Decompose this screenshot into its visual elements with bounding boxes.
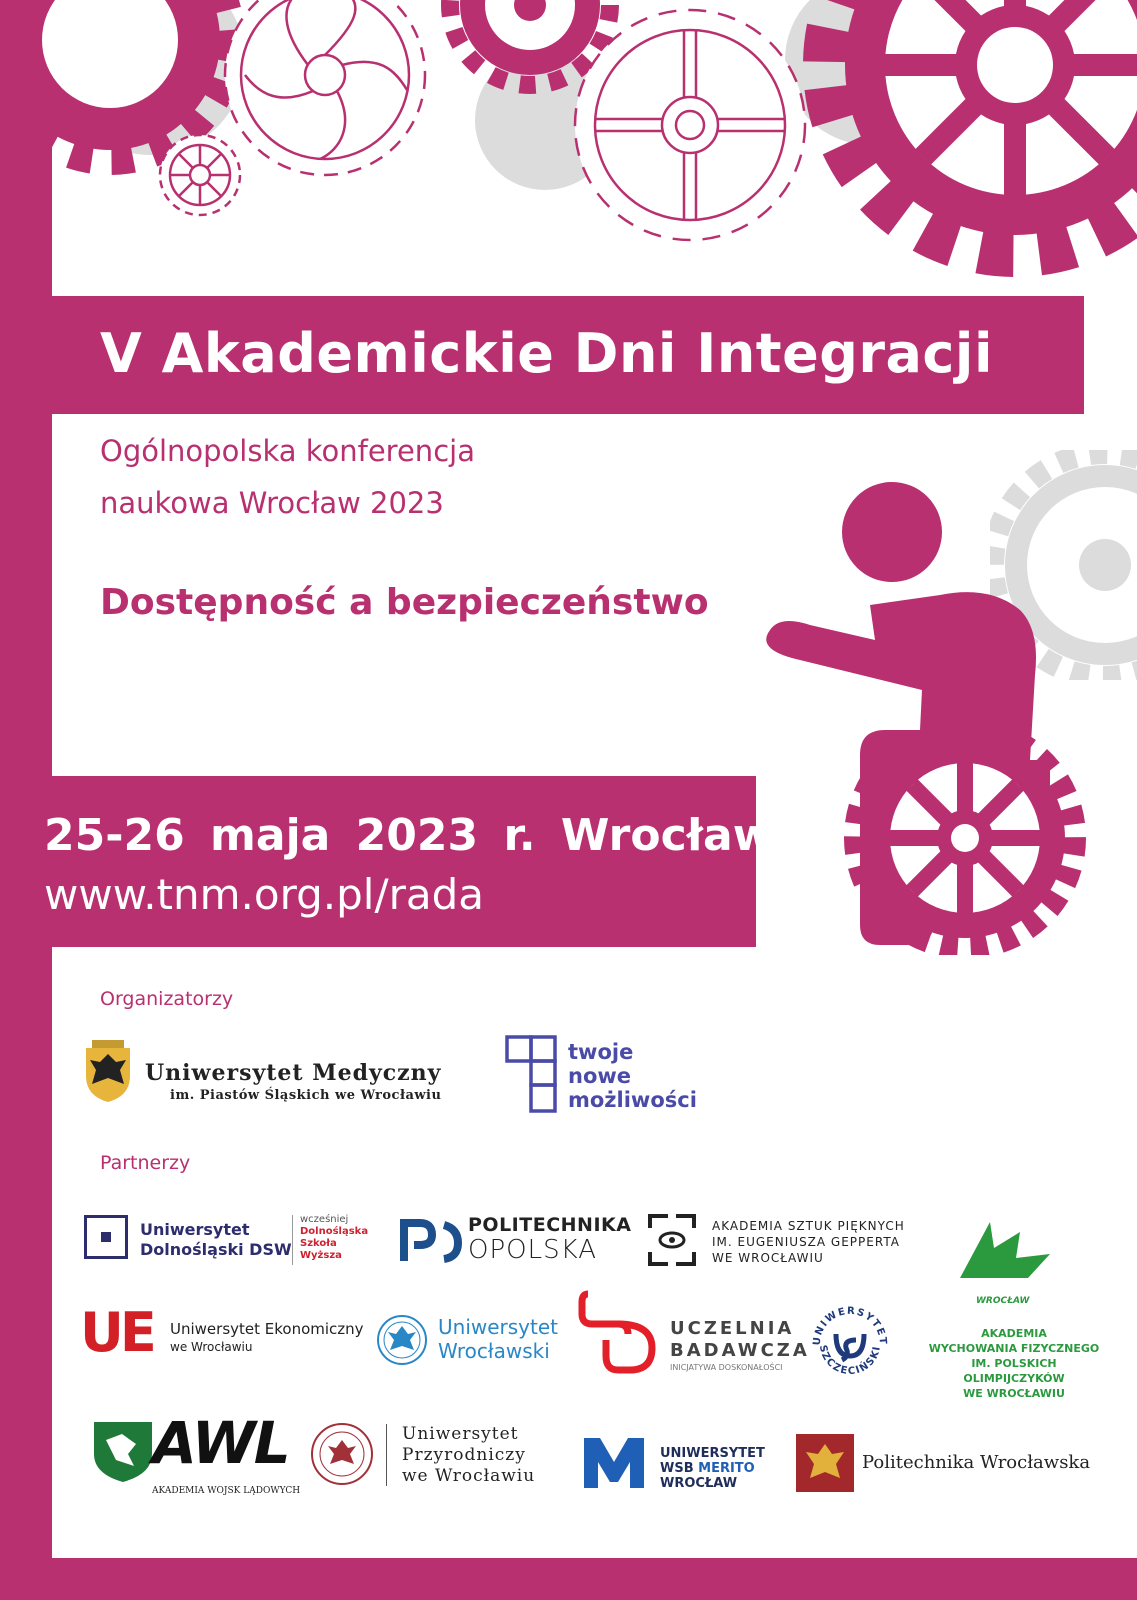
po-line-2: OPOLSKA (468, 1235, 597, 1265)
dsw-note-1: wcześniej (300, 1214, 349, 1225)
awf-mark: WROCŁAW (976, 1296, 1030, 1306)
pwr-line-1: Politechnika Wrocławska (862, 1452, 1091, 1473)
logo-dsw[interactable] (84, 1215, 128, 1259)
us-arc-bottom: SZCZECIŃSKI (816, 1344, 884, 1378)
logo-umed[interactable] (82, 1040, 134, 1106)
logo-tnm[interactable] (505, 1035, 557, 1119)
wsb-text (660, 1446, 765, 1491)
asp-line-2: IM. EUGENIUSZA GEPPERTA (712, 1235, 900, 1249)
ub-logo-icon[interactable] (578, 1290, 660, 1376)
awl-mark: AWL (152, 1409, 289, 1477)
awf-line-4: WE WROCŁAWIU (963, 1387, 1065, 1400)
gear-icon (225, 0, 425, 175)
upwr-line-2: Przyrodniczy (402, 1445, 526, 1465)
tnm-blocks-icon (505, 1035, 557, 1115)
dsw-note-4: Wyższa (300, 1250, 342, 1261)
tnm-text (568, 1040, 697, 1112)
us-arc-top: UNIWERSYTET (811, 1305, 889, 1346)
event-url[interactable]: www.tnm.org.pl/rada (44, 870, 485, 919)
upwr-text (402, 1424, 535, 1487)
date-band (0, 776, 756, 947)
ub-line-3: INICJATYWA DOSKONAŁOŚCI (670, 1363, 783, 1372)
gear-icon (450, 0, 610, 85)
dsw-line-1: Uniwersytet (140, 1220, 250, 1239)
uwr-line-2: Wrocławski (438, 1339, 550, 1363)
pwr-eagle-icon[interactable] (796, 1434, 854, 1492)
wsb-line-2 (660, 1461, 765, 1476)
dsw-divider (292, 1215, 293, 1265)
gear-icon (825, 0, 1137, 255)
umed-line-2: im. Piastów Śląskich we Wrocławiu (170, 1088, 442, 1103)
partners-label: Partnerzy (100, 1152, 191, 1174)
tnm-line-3: możliwości (568, 1088, 697, 1112)
awf-logo-icon[interactable] (950, 1218, 1070, 1298)
awl-shield-icon[interactable] (92, 1420, 154, 1484)
gear-icon (575, 10, 805, 240)
awf-line-3: IM. POLSKICH OLIMPIJCZYKÓW (963, 1357, 1065, 1385)
eagle-crest-icon (82, 1040, 134, 1102)
dsw-text (140, 1220, 292, 1260)
ue-mark: UE (80, 1301, 153, 1364)
awf-line-1: AKADEMIA (981, 1327, 1047, 1340)
umed-line-1: Uniwersytet Medyczny (145, 1060, 442, 1086)
tnm-line-1: twoje (568, 1040, 634, 1064)
gears-decoration (0, 0, 1137, 300)
poster-title: V Akademickie Dni Integracji (100, 322, 993, 385)
asp-line-3: WE WROCŁAWIU (712, 1251, 824, 1265)
upwr-seal-icon[interactable] (310, 1422, 374, 1486)
asp-line-1: AKADEMIA SZTUK PIĘKNYCH (712, 1219, 905, 1233)
uwr-crest-icon[interactable] (376, 1314, 428, 1366)
logo-ue[interactable] (80, 1301, 153, 1364)
wsb-line-2b: MERITO (698, 1461, 755, 1476)
event-date: 25-26 maja 2023 r. Wrocław (44, 810, 774, 861)
gear-icon (160, 135, 240, 215)
uwr-text (438, 1315, 558, 1363)
ue-line-1: Uniwersytet Ekonomiczny (170, 1320, 364, 1338)
wsb-m-icon[interactable] (582, 1436, 646, 1490)
dsw-note-2: Dolnośląska (300, 1226, 369, 1237)
awl-line-1: AKADEMIA WOJSK LĄDOWYCH (152, 1486, 301, 1496)
asp-text (712, 1218, 905, 1266)
us-logo-icon[interactable] (806, 1300, 894, 1388)
po-logo-icon[interactable] (400, 1215, 462, 1263)
tnm-line-2: nowe (568, 1064, 632, 1088)
organizers-label: Organizatorzy (100, 988, 234, 1010)
ub-line-1: UCZELNIA (670, 1318, 795, 1339)
conference-theme: Dostępność a bezpieczeństwo (100, 582, 709, 623)
poster-subtitle (100, 425, 475, 529)
subtitle-line-2: naukowa Wrocław 2023 (100, 486, 444, 520)
bottom-accent-bar (0, 1558, 1137, 1600)
ub-line-2: BADAWCZA (670, 1340, 810, 1361)
upwr-line-3: we Wrocławiu (402, 1466, 536, 1486)
wsb-line-1: UNIWERSYTET (660, 1446, 765, 1461)
wsb-line-2a: WSB (660, 1461, 699, 1476)
awf-text (924, 1326, 1104, 1401)
uwr-line-1: Uniwersytet (438, 1315, 558, 1339)
dsw-square-icon (101, 1232, 111, 1242)
upwr-divider (386, 1424, 387, 1486)
ue-line-2: we Wrocławiu (170, 1340, 253, 1354)
asp-logo-icon[interactable] (646, 1212, 698, 1268)
dsw-line-2: Dolnośląski DSW (140, 1240, 292, 1259)
wheelchair-gear-icon (760, 475, 1100, 955)
ub-text (670, 1318, 810, 1362)
wsb-line-3: WROCŁAW (660, 1476, 738, 1491)
dsw-note-3: Szkoła (300, 1238, 337, 1249)
dsw-note (300, 1214, 368, 1262)
awf-line-2: WYCHOWANIA FIZYCZNEGO (928, 1342, 1100, 1355)
subtitle-line-1: Ogólnopolska konferencja (100, 434, 475, 468)
po-line-1: POLITECHNIKA (468, 1214, 632, 1236)
upwr-line-1: Uniwersytet (402, 1424, 519, 1444)
